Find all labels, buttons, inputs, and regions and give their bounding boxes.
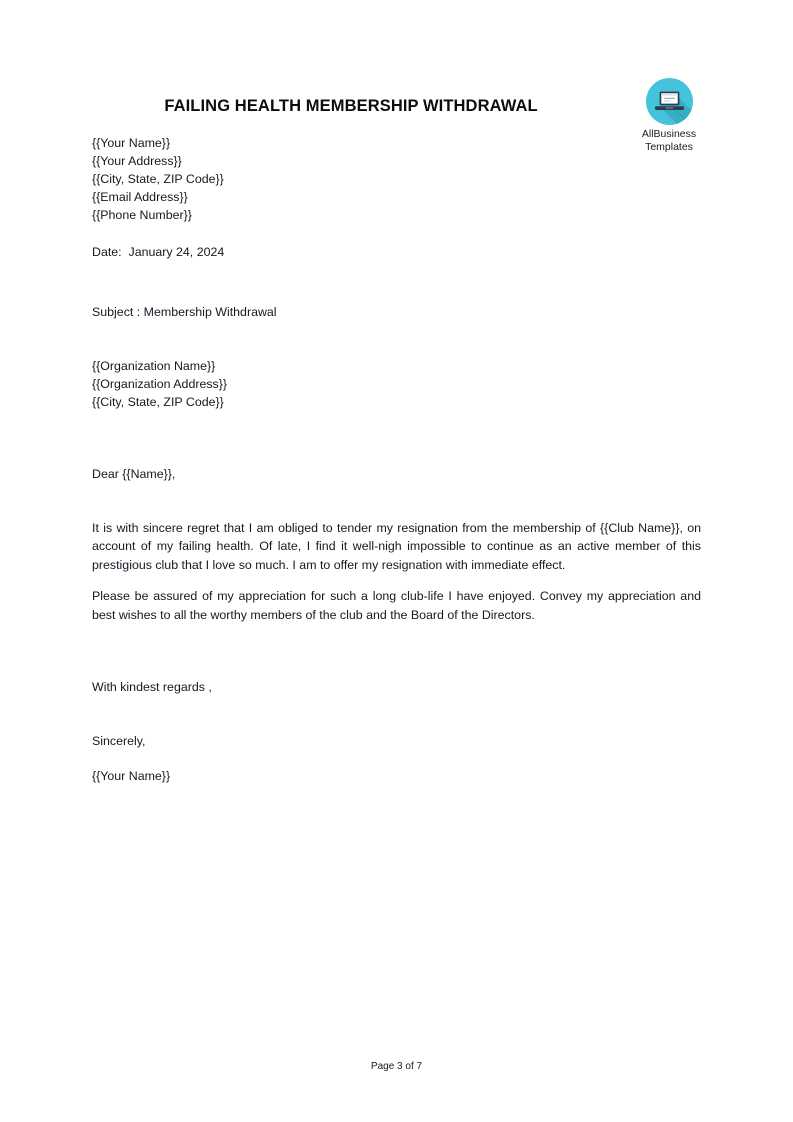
subject-line: Subject : Membership Withdrawal (92, 305, 277, 319)
recipient-line: {{Organization Address}} (92, 377, 228, 391)
sender-line: {{City, State, ZIP Code}} (92, 172, 224, 186)
logo-caption-line1: AllBusiness (641, 128, 697, 140)
sender-line: {{Phone Number}} (92, 208, 192, 222)
spacer (92, 224, 701, 243)
closing-sincerely: Sincerely, (92, 734, 146, 749)
date-line: Date: January 24, 2024 (92, 245, 225, 259)
spacer (92, 411, 701, 465)
spacer (92, 696, 701, 732)
spacer (92, 574, 701, 587)
letter-body (92, 134, 701, 785)
sender-line: {{Your Name}} (92, 136, 171, 150)
logo-caption-line2: Templates (645, 140, 693, 153)
page-footer: Page 3 of 7 (370, 1061, 423, 1072)
closing-regards: With kindest regards , (92, 680, 212, 695)
body-paragraph-1: It is with sincere regret that I am obliged to tender my resignation from the membership of {{Club Name}}, on account of my failing health. Of late, I find it well-nigh impossible to continue as an active member of this prestigious club that I love so much. I am to offer my resignation with immediate effect. (92, 521, 701, 572)
sender-line: {{Email Address}} (92, 190, 188, 204)
spacer (92, 483, 701, 519)
recipient-line: {{City, State, ZIP Code}} (92, 395, 224, 409)
laptop-icon (646, 78, 693, 125)
sender-address-block (92, 134, 701, 224)
spacer (92, 624, 701, 678)
signature-name: {{Your Name}} (92, 769, 171, 784)
recipient-address-block (92, 357, 701, 411)
spacer (92, 321, 701, 357)
salutation-line: Dear {{Name}}, (92, 467, 176, 481)
spacer (92, 261, 701, 303)
sender-line: {{Your Address}} (92, 154, 182, 168)
recipient-line: {{Organization Name}} (92, 359, 216, 373)
spacer (92, 750, 701, 767)
page-title: FAILING HEALTH MEMBERSHIP WITHDRAWAL (164, 97, 538, 115)
body-paragraph-2: Please be assured of my appreciation for such a long club-life I have enjoyed. Convey my appreciation and best wishes to all the worthy members of the club and the Board of the Directors. (92, 589, 701, 622)
